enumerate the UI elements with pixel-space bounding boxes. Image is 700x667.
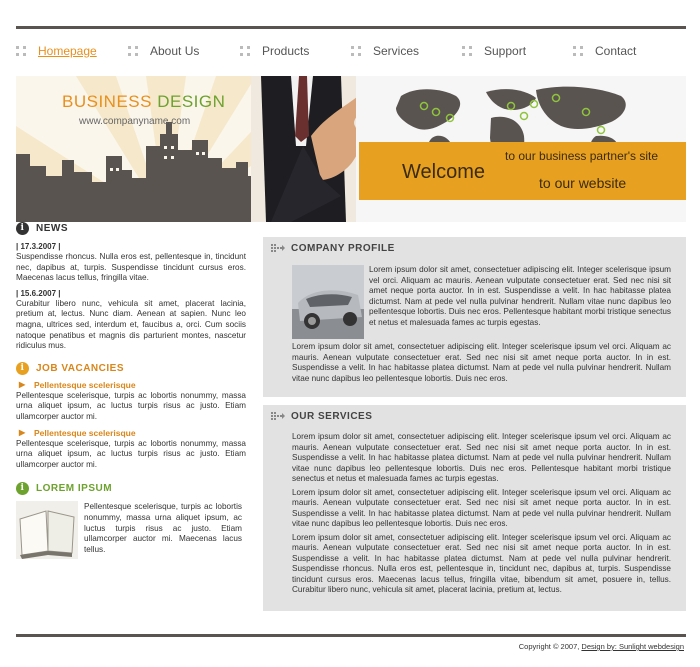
job-item-title-text: Pellentesque scelerisque	[34, 427, 136, 438]
company-profile-title-text: COMPANY PROFILE	[291, 243, 395, 254]
arrow-dots-icon	[271, 412, 285, 421]
job-item-title-text: Pellentesque scelerisque	[34, 379, 136, 390]
lorem-text: Pellentesque scelerisque, turpis ac lobortis nonummy, massa urna aliquet ipsum, ac luctus turpis risus ac justo. Etiam ullamcorper auctor mi. Maecenas lacus tellus.	[84, 502, 242, 554]
dots-icon	[462, 46, 472, 56]
tagline-partner: to our business partner's site	[505, 149, 659, 163]
info-icon: i	[16, 362, 29, 375]
footer	[519, 642, 684, 651]
dots-icon	[573, 46, 583, 56]
lorem-title-text: LOREM IPSUM	[36, 483, 113, 495]
our-services-title	[271, 411, 372, 422]
info-icon: i	[16, 222, 29, 235]
tagline-website: to our website	[539, 175, 627, 191]
welcome-heading: Welcome	[402, 161, 485, 183]
nav-label: About Us	[150, 44, 200, 58]
brand-word-1: BUSINESS	[62, 92, 152, 111]
nav-label: Products	[262, 44, 310, 58]
our-services-body	[292, 432, 671, 596]
services-paragraph: Lorem ipsum dolor sit amet, consectetuer adipiscing elit. Integer scelerisque ipsum vel orci. Aliquam ac mauris. Aenean vulputate consectetuer erat. Sed nec nisi sit amet neque porta auctor. In in est. Suspendisse a velit. In hac habitasse platea dictumst. Nam at pede vel nulla pulvinar hendrerit. Nullam vitae nunc dapibus leo pellentesque lobortis. Duis nec eros.	[292, 487, 671, 528]
news-date: | 15.6.2007 |	[16, 288, 61, 298]
lorem-ipsum-section-title	[16, 482, 246, 496]
nav-label: Homepage	[38, 44, 97, 58]
brand-logo[interactable]	[62, 92, 225, 112]
news-text: Suspendisse rhoncus. Nulla eros est, pellentesque in, tincidunt nec, dapibus at, turpis. Suspendisse tincidunt cursus eros. Maecenas lacus tellus, fringilla vitae.	[16, 252, 246, 283]
our-services-panel	[263, 405, 686, 611]
job-vacancies-section-title	[16, 362, 246, 376]
company-profile-text-1: Lorem ipsum dolor sit amet, consectetuer adipiscing elit. Integer scelerisque ipsum vel orci. Aliquam ac mauris. Aenean vulputate consectetuer erat. Sed nec nisi sit amet neque porta auctor. In in est. Suspendisse a velit. In hac habitasse platea dictumst. Nam at pede vel nulla pulvinar hendrerit. Nullam vitae nunc dapibus leo pellentesque lobortis. Duis nec eros. Pellentesque habitant morbi tristique senectus et netus et malesuada fames ac turpis egestas.	[369, 265, 671, 327]
news-title-text: NEWS	[36, 223, 68, 234]
news-date: | 17.3.2007 |	[16, 242, 61, 251]
arrow-dots-icon	[271, 244, 285, 253]
info-icon: i	[16, 482, 29, 495]
nav-label: Services	[373, 44, 420, 58]
arrow-icon: ▶	[19, 379, 26, 389]
main-nav	[16, 38, 686, 64]
job-item-title[interactable]	[16, 380, 246, 390]
job-item-text: Pellentesque scelerisque, turpis ac lobortis nonummy, massa urna aliquet ipsum, ac luctus turpis risus ac justo. Etiam ullamcorper auctor mi.	[16, 438, 246, 469]
lorem-ipsum-block	[16, 501, 246, 563]
dots-icon	[16, 46, 26, 56]
job-item-text: Pellentesque scelerisque, turpis ac lobortis nonummy, massa urna aliquet ipsum, ac luctus turpis risus ac justo. Etiam ullamcorper auctor mi.	[16, 390, 246, 421]
job-item-title[interactable]	[16, 428, 246, 438]
job-vacancies-title-text: JOB VACANCIES	[36, 362, 124, 374]
company-profile-text-2: Lorem ipsum dolor sit amet, consectetuer adipiscing elit. Integer scelerisque ipsum vel orci. Aliquam ac mauris. Aenean vulputate consectetuer erat. Sed nec nisi sit amet neque porta auctor. In in est. Suspendisse a velit. In hac habitasse platea dictumst. Nam at pede vel nulla pulvinar hendrerit. Nullam vitae nunc dapibus leo pellentesque lobortis. Duis nec eros.	[292, 342, 671, 383]
footer-divider	[16, 634, 686, 637]
services-paragraph: Lorem ipsum dolor sit amet, consectetuer adipiscing elit. Integer scelerisque ipsum vel orci. Aliquam ac mauris. Aenean vulputate consectetuer erat. Sed nec nisi sit amet neque porta auctor. In in est. Suspendisse a velit. In hac habitasse platea dictumst. Nam at pede vel nulla pulvinar hendrerit. Suspendisse rhoncus. Nulla eros est, pellentesque in, tincidunt nec, dapibus at, turpis. Suspendisse tincidunt cursus eros. Maecenas lacus tellus, fringilla vitae, bibendum sit amet, posuere in, tellus. Curabitur libero nunc, vehicula sit amet, placerat lacinia, pretium at, lectus.	[292, 532, 671, 594]
dots-icon	[128, 46, 138, 56]
company-url: www.companyname.com	[79, 116, 191, 127]
brand-area	[16, 76, 266, 222]
company-profile-panel	[263, 237, 686, 397]
nav-label: Support	[484, 44, 527, 58]
dots-icon	[351, 46, 361, 56]
open-book-image	[16, 501, 78, 559]
copyright-text: Copyright © 2007,	[518, 642, 580, 651]
company-profile-title	[271, 243, 395, 254]
top-divider	[16, 26, 686, 29]
designer-link[interactable]: Design by: Sunlight webdesign	[581, 642, 684, 651]
brand-word-2: DESIGN	[157, 92, 226, 111]
car-image	[292, 265, 364, 339]
our-services-title-text: OUR SERVICES	[291, 411, 373, 422]
nav-label: Contact	[595, 44, 637, 58]
news-text: Curabitur libero nunc, vehicula sit amet, placerat lacinia, pretium at, lectus. Nunc diam. Aenean at sapien. Nunc leo magna, ultrices sed, interdum et, faucibus a, orci. Cum sociis natoque penatibus et magnis dis parturient montes, nascetur ridiculus mus.	[16, 298, 246, 351]
dots-icon	[240, 46, 250, 56]
news-section-title	[16, 222, 246, 236]
arrow-icon: ▶	[19, 427, 26, 437]
header-banner	[16, 76, 686, 222]
left-sidebar	[16, 218, 246, 563]
services-paragraph: Lorem ipsum dolor sit amet, consectetuer adipiscing elit. Integer scelerisque ipsum vel orci. Aliquam ac mauris. Aenean vulputate consectetuer erat. Sed nec nisi sit amet neque porta auctor. In in est. Suspendisse a velit. In hac habitasse platea dictumst. Nam at pede vel nulla pulvinar hendrerit. Nullam vitae nunc dapibus leo pellentesque lobortis. Duis nec eros. Pellentesque habitant morbi tristique senectus et netus et malesuada fames ac turpis egestas.	[292, 432, 671, 483]
